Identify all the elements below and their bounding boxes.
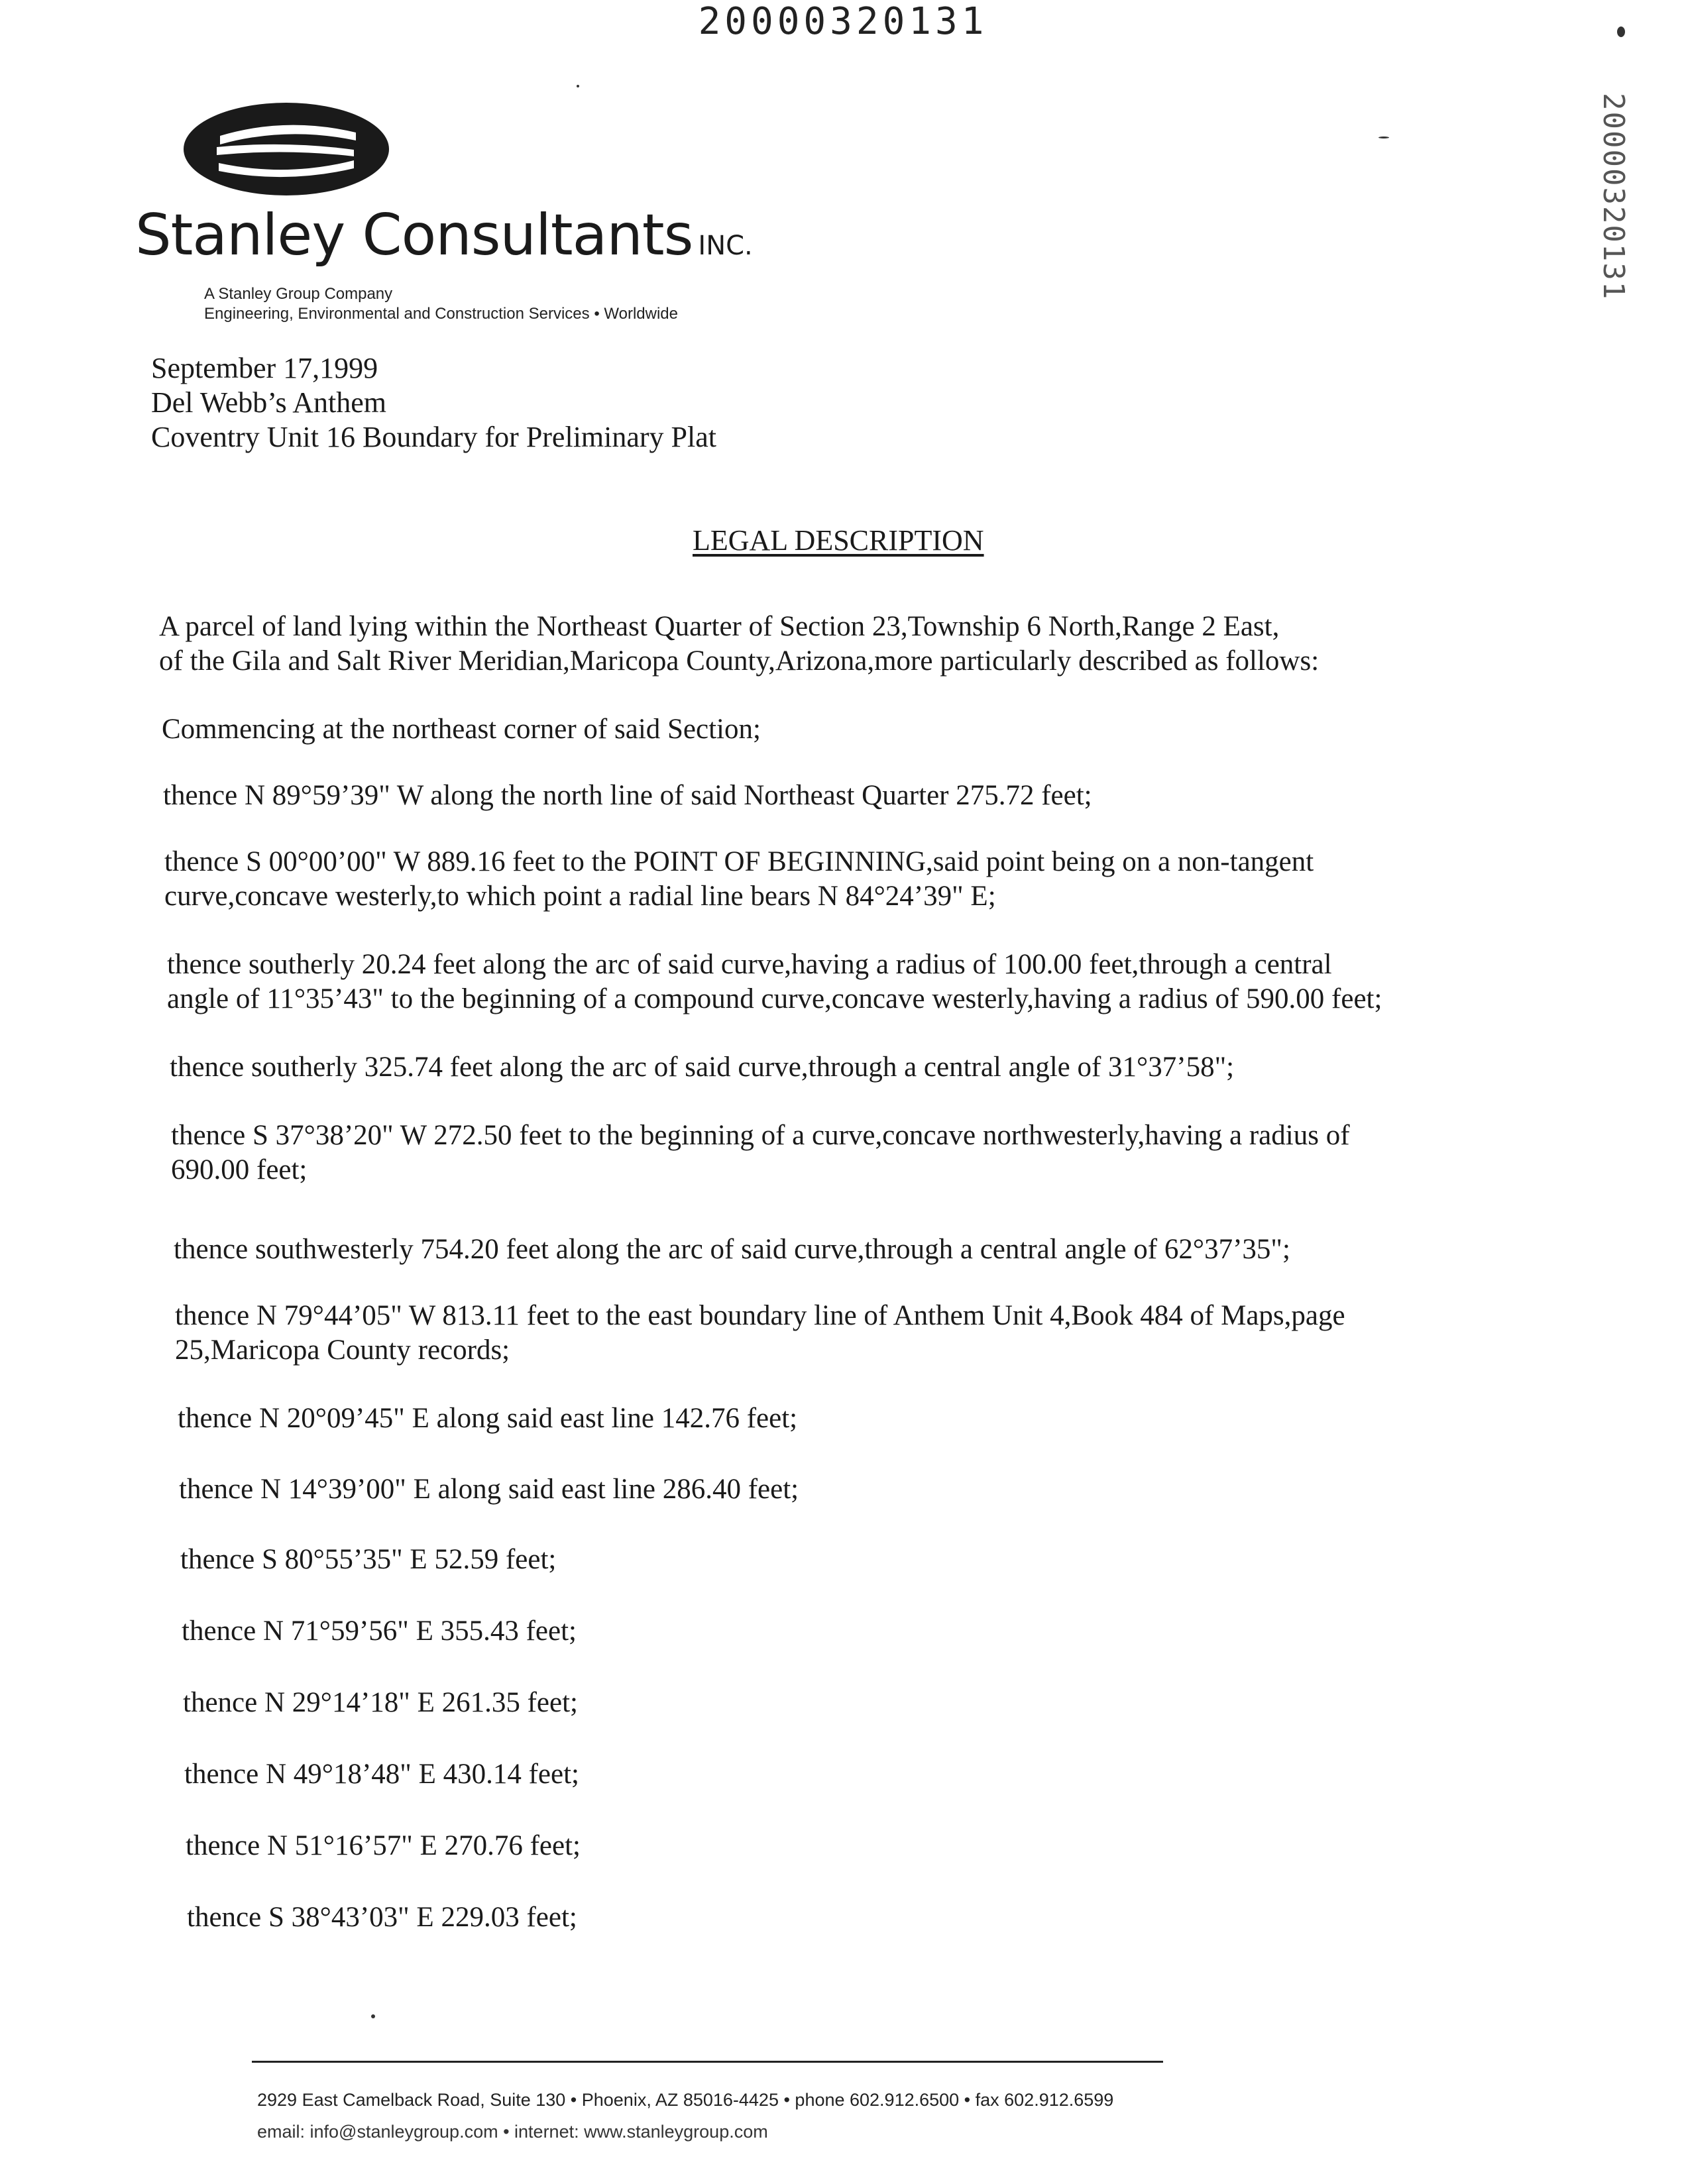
footer-divider: [252, 2061, 1163, 2063]
legal-paragraph: [178, 1401, 1609, 1436]
legal-paragraph: [170, 1050, 1601, 1085]
legal-paragraph-line: of the Gila and Salt River Meridian,Maricopa County,Arizona,more particularly described as follows:: [159, 645, 1320, 677]
legal-paragraph: [175, 1299, 1606, 1368]
stanley-logo-icon: [180, 99, 392, 199]
footer-contact: email: info@stanleygroup.com • internet: www.stanleygroup.com: [257, 2122, 768, 2142]
legal-paragraph: [186, 1829, 1617, 1863]
legal-paragraph: [171, 1119, 1602, 1187]
legal-paragraph-line: thence N 49°18’48" E 430.14 feet;: [184, 1759, 579, 1790]
legal-paragraph-line: thence southwesterly 754.20 feet along the arc of said curve,through a central angle of 62°37’35";: [174, 1234, 1290, 1265]
legal-paragraph: [180, 1543, 1612, 1577]
legal-paragraph-line: thence N 79°44’05" W 813.11 feet to the east boundary line of Anthem Unit 4,Book 484 of Maps,page: [175, 1300, 1345, 1331]
side-recording-stamp: 20000320131: [1597, 93, 1630, 301]
legal-paragraph: [164, 845, 1596, 914]
legal-description-title: LEGAL DESCRIPTION: [693, 524, 984, 557]
legal-paragraph-line: thence S 38°43’03" E 229.03 feet;: [187, 1902, 577, 1933]
company-name: [135, 202, 753, 268]
company-suffix: INC.: [698, 231, 753, 261]
project-name: Del Webb’s Anthem: [151, 386, 386, 419]
company-name-text: Stanley Consultants: [135, 202, 693, 268]
legal-paragraph-line: thence southerly 20.24 feet along the arc of said curve,having a radius of 100.00 feet,through a central: [167, 949, 1332, 980]
scan-speck: [371, 2014, 375, 2018]
legal-paragraph-line: A parcel of land lying within the Northeast Quarter of Section 23,Township 6 North,Range 2 East,: [159, 611, 1280, 642]
legal-paragraph: [167, 948, 1599, 1016]
legal-paragraph-line: thence S 80°55’35" E 52.59 feet;: [180, 1544, 557, 1575]
legal-paragraph-line: angle of 11°35’43" to the beginning of a compound curve,concave westerly,having a radius of 590.00 feet;: [167, 983, 1382, 1014]
legal-paragraph-line: thence N 89°59’39" W along the north line of said Northeast Quarter 275.72 feet;: [163, 780, 1092, 811]
legal-paragraph: [159, 610, 1591, 679]
company-tagline-2: Engineering, Environmental and Construction Services • Worldwide: [204, 305, 678, 323]
legal-paragraph-line: curve,concave westerly,to which point a radial line bears N 84°24’39" E;: [164, 881, 996, 912]
legal-paragraph: [162, 712, 1593, 747]
legal-paragraph: [182, 1614, 1613, 1649]
legal-paragraph-line: thence N 29°14’18" E 261.35 feet;: [183, 1687, 578, 1718]
legal-paragraph-line: thence N 71°59’56" E 355.43 feet;: [182, 1615, 577, 1647]
legal-paragraph-line: Commencing at the northeast corner of said Section;: [162, 714, 761, 745]
legal-paragraph-line: thence N 14°39’00" E along said east line 286.40 feet;: [179, 1474, 799, 1505]
footer-address: 2929 East Camelback Road, Suite 130 • Phoenix, AZ 85016-4425 • phone 602.912.6500 • fax 602.912.6599: [257, 2090, 1114, 2110]
legal-paragraph-line: 25,Maricopa County records;: [175, 1335, 510, 1366]
legal-paragraph-line: thence S 37°38’20" W 272.50 feet to the beginning of a curve,concave northwesterly,having a radius of: [171, 1120, 1350, 1151]
legal-paragraph: [187, 1900, 1618, 1935]
recording-number: 20000320131: [698, 0, 988, 43]
scan-speck: [1378, 136, 1389, 138]
scan-speck: [577, 85, 579, 87]
legal-paragraph-line: thence S 00°00’00" W 889.16 feet to the POINT OF BEGINNING,said point being on a non-tangent: [164, 846, 1314, 877]
document-date: September 17,1999: [151, 352, 378, 384]
legal-paragraph: [179, 1472, 1610, 1507]
legal-paragraph-line: thence southerly 325.74 feet along the arc of said curve,through a central angle of 31°37’58";: [170, 1052, 1235, 1083]
legal-paragraph: [183, 1686, 1614, 1720]
legal-paragraph: [163, 779, 1595, 813]
legal-paragraph: [184, 1757, 1616, 1792]
legal-paragraph-line: thence N 20°09’45" E along said east line 142.76 feet;: [178, 1403, 798, 1434]
document-subject: Coventry Unit 16 Boundary for Preliminary Plat: [151, 421, 716, 453]
legal-paragraph-line: 690.00 feet;: [171, 1154, 308, 1185]
legal-paragraph: [174, 1232, 1605, 1267]
legal-paragraph-line: thence N 51°16’57" E 270.76 feet;: [186, 1830, 581, 1861]
company-tagline-1: A Stanley Group Company: [204, 285, 393, 303]
scan-speck: [1617, 27, 1625, 37]
